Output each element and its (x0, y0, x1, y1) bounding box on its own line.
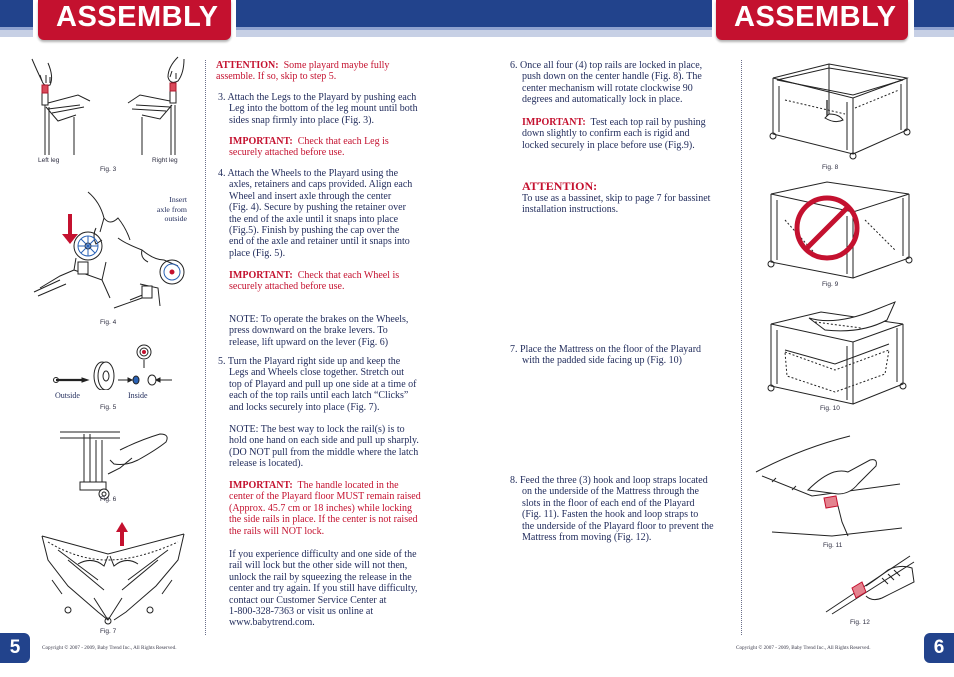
step4-line: 4. Attach the Wheels to the Playard using the (218, 168, 399, 179)
step6-block (510, 60, 738, 106)
step8-block (510, 475, 742, 543)
step3-important-line (229, 136, 449, 147)
attention-block (216, 60, 431, 83)
fig12-caption: Fig. 12 (850, 619, 870, 626)
note-brakes (229, 314, 453, 348)
step6-line: center mechanism will rotate clockwise 90 (522, 82, 693, 94)
step4-line: the end of the axle until it snaps into place (229, 213, 399, 225)
important-text: Test each top rail by pushing (590, 117, 706, 128)
step7-block (510, 344, 738, 367)
fig4-note (147, 195, 187, 224)
important-label: IMPORTANT: (522, 117, 586, 128)
fig5-axle-exploded-illustration (52, 342, 182, 390)
note-lock-line: release is located). (229, 458, 304, 470)
copyright-right: Copyright © 2007 - 2009, Baby Trend Inc., All Rights Reserved. (736, 645, 871, 651)
fig4-note-line: axle from (156, 204, 187, 214)
step5-line: Legs and Wheels close together. Stretch out (229, 367, 405, 379)
step4-line: (Fig. 4). Secure by pushing the retainer over (229, 202, 406, 214)
step3-line: sides snap firmly into place (Fig. 3). (229, 114, 374, 126)
step8-line: 8. Feed the three (3) hook and loop straps located (510, 475, 708, 486)
page-number-left: 5 (0, 633, 30, 663)
fig5-inside-label: Inside (128, 391, 148, 400)
important-text: The handle located in the (297, 480, 399, 491)
step4-block (218, 168, 454, 259)
step5-important (229, 480, 453, 537)
step4-important-line: securely attached before use. (229, 281, 345, 293)
bassinet-attention (522, 179, 742, 216)
step5-line: and locks securely into place (Fig. 7). (229, 401, 380, 413)
page-title-right: ASSEMBLY (716, 0, 908, 40)
important-label: IMPORTANT: (229, 270, 293, 281)
header-band-right (914, 0, 954, 30)
fig6-caption: Fig. 6 (100, 496, 117, 503)
step5-line: 5. Turn the Playard right side up and keep the (218, 356, 401, 367)
step5-important-line: the rails will NOT lock. (229, 525, 325, 537)
difficulty-line: center and try again. If you still have difficulty, (229, 583, 418, 595)
difficulty-block (229, 549, 453, 629)
step7-line: 7. Place the Mattress on the floor of the Playard (510, 344, 702, 355)
page-number-right: 6 (924, 633, 954, 663)
fig5-outside-label: Outside (55, 391, 80, 400)
step7-line: with the padded side facing up (Fig. 10) (522, 355, 682, 367)
difficulty-line: contact our Customer Service Center at (229, 594, 387, 606)
important-text: Check that each Wheel is (297, 270, 400, 281)
step8-line: on the underside of the Mattress through the (522, 486, 699, 498)
step4-line: end of the axle and retainer until it snaps into (229, 236, 410, 248)
step3-line: 3. Attach the Legs to the Playard by pushing each (218, 92, 417, 103)
page-header (0, 0, 954, 46)
step4-line: place (Fig. 5). (229, 247, 286, 259)
note-brakes-line: press downward on the brake levers. To (229, 325, 388, 337)
step6-line: 6. Once all four (4) top rails are locked in place, (510, 60, 703, 71)
header-shade (0, 30, 33, 37)
fig8-caption: Fig. 8 (822, 164, 839, 171)
step5-important-line (229, 480, 453, 491)
step4-line: axles, retainers and caps provided. Align each (229, 179, 413, 191)
difficulty-line: unlock the rail by squeezing the release in the (229, 571, 412, 583)
note-lock-line: hold one hand on each side and pull up sharply. (229, 435, 419, 447)
step6-line: push down on the center handle (Fig. 8). The (522, 71, 702, 83)
step8-line: (Fig. 11). Fasten the hook and loop straps to (522, 509, 699, 521)
note-lock (229, 424, 453, 470)
fig4-note-line: Insert (169, 195, 187, 204)
header-shade (914, 30, 954, 37)
step8-line: Mattress from moving (Fig. 12). (522, 532, 652, 544)
step6-important-line (522, 117, 742, 128)
attention-label: ATTENTION: (216, 60, 279, 71)
step4-line: (Fig.5). Finish by pushing the cap over the (229, 225, 400, 237)
step4-important-line (229, 270, 449, 281)
copyright-left: Copyright © 2007 - 2009, Baby Trend Inc., All Rights Reserved. (42, 645, 177, 651)
fig9-caption: Fig. 9 (822, 281, 839, 288)
fig3-caption: Fig. 3 (100, 166, 117, 173)
fig4-note-line: outside (164, 214, 187, 223)
fig8-playard-handle-illustration (765, 60, 915, 160)
difficulty-line: 1-800-328-7363 or visit us online at (229, 606, 374, 618)
step5-block (218, 356, 454, 413)
note-brakes-line: release, lift upward on the lever (Fig. 6) (229, 336, 389, 348)
fig6-brake-illustration (60, 420, 190, 500)
fig11-caption: Fig. 11 (823, 542, 843, 549)
step4-line: Wheel and insert axle through the center (229, 190, 392, 202)
fig12-strap-fasten-illustration (822, 552, 918, 618)
attention-line (216, 60, 431, 71)
step5-important-line: the side rails in place. If the center is not raised (229, 514, 418, 526)
difficulty-line: www.babytrend.com. (229, 617, 315, 629)
bassinet-attention-line: installation instructions. (522, 204, 619, 216)
note-lock-line: NOTE: The best way to lock the rail(s) is to (229, 424, 405, 435)
important-label: IMPORTANT: (229, 480, 293, 491)
note-lock-line: (DO NOT pull from the middle where the latch (229, 446, 419, 458)
step4-important (229, 270, 449, 293)
fig3-left-leg-label: Left leg (38, 157, 60, 164)
step5-important-line: (Approx. 45.7 cm or 18 inches) while locking (229, 502, 413, 514)
fig7-caption: Fig. 7 (100, 628, 117, 635)
header-shade (236, 30, 712, 37)
step3-block (218, 92, 450, 126)
fig3-leg-illustration (28, 55, 198, 160)
step3-important (229, 136, 449, 159)
note-brakes-line: NOTE: To operate the brakes on the Wheels, (229, 314, 409, 325)
attention-text: Some playard maybe fully (283, 60, 390, 71)
fig4-caption: Fig. 4 (100, 319, 117, 326)
step6-important (522, 117, 742, 151)
step6-line: degrees and automatically lock in place. (522, 94, 683, 106)
step5-important-line: center of the Playard floor MUST remain raised (229, 491, 421, 503)
header-band-left (0, 0, 33, 30)
fig11-strap-feed-illustration (752, 432, 912, 542)
step8-line: the underside of the Playard floor to prevent the (522, 520, 714, 532)
important-label: IMPORTANT: (229, 136, 293, 147)
difficulty-line: rail will lock but the other side will not then, (229, 560, 408, 572)
page-title-left: ASSEMBLY (38, 0, 231, 40)
step6-important-line: down slightly to confirm each is rigid and (522, 128, 690, 140)
header-band-middle (236, 0, 712, 30)
attention-heading: ATTENTION: (522, 179, 598, 193)
important-text: Check that each Leg is (297, 136, 389, 147)
bassinet-attention-line: To use as a bassinet, skip to page 7 for bassinet (522, 193, 711, 204)
difficulty-line: If you experience difficulty and one side of the (229, 549, 417, 560)
step3-important-line: securely attached before use. (229, 147, 345, 159)
fig10-mattress-illustration (765, 300, 915, 406)
column-divider (205, 60, 206, 635)
fig9-incorrect-playard-illustration (765, 180, 915, 280)
step6-important-line: locked securely in place before use (Fig.9). (522, 139, 695, 151)
step5-line: top of Playard and pull up one side at a time of (229, 378, 417, 390)
fig3-right-leg-label: Right leg (152, 157, 178, 164)
fig10-caption: Fig. 10 (820, 405, 840, 412)
attention-text-line-2: assemble. If so, skip to step 5. (216, 71, 337, 83)
fig7-playard-pull-up-illustration (38, 520, 188, 626)
step8-line: slots in the floor of each end of the Playard (522, 497, 695, 509)
step5-line: each of the top rails until each latch “Clicks” (229, 390, 409, 402)
step3-line: Leg into the bottom of the leg mount until both (229, 103, 418, 115)
fig5-caption: Fig. 5 (100, 404, 117, 411)
